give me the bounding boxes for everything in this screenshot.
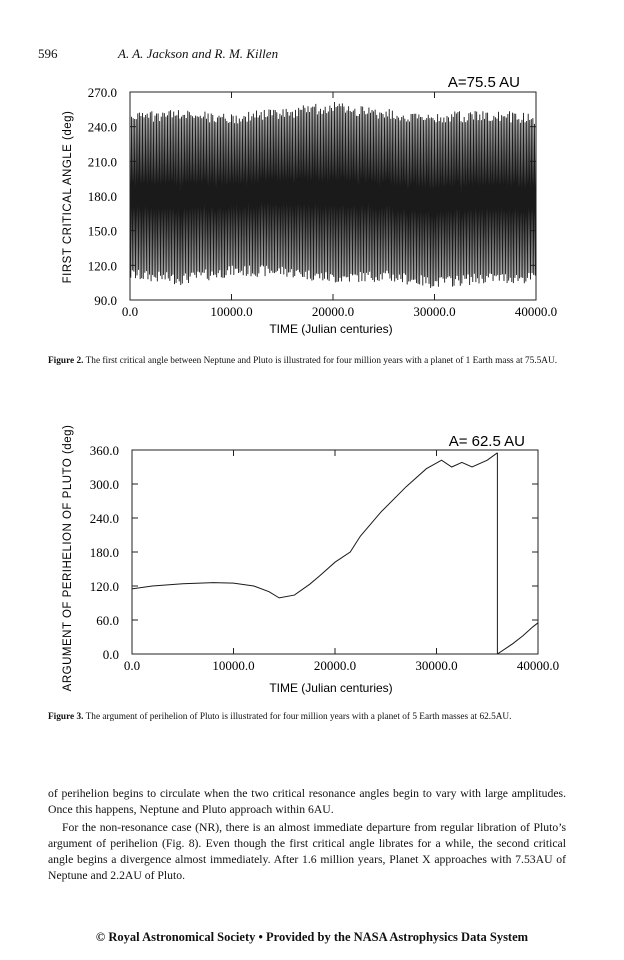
caption-label: Figure 2.	[48, 356, 84, 366]
x-tick-labels	[124, 658, 559, 673]
y-tick-label: 90.0	[94, 293, 117, 308]
y-tick-label: 270.0	[87, 85, 117, 100]
y-tick-labels	[90, 443, 119, 662]
x-tick-label: 20000.0	[313, 658, 357, 673]
x-tick-label: 30000.0	[413, 304, 456, 319]
y-tick-labels	[88, 85, 117, 308]
x-tick-label: 0.0	[121, 304, 139, 319]
y-tick-label: 300.0	[89, 477, 119, 492]
x-tick-labels	[122, 304, 557, 319]
plot-area	[132, 450, 538, 654]
y-tick-label: 210.0	[87, 154, 117, 170]
y-tick-label: 240.0	[87, 119, 117, 135]
chart-annotation: A= 62.5 AU	[448, 433, 525, 450]
x-tick-label: 20000.0	[311, 304, 355, 319]
y-axis-label: FIRST CRITICAL ANGLE (deg)	[62, 110, 74, 284]
y-tick-label: 120.0	[89, 579, 119, 594]
x-tick-label: 30000.0	[415, 658, 458, 673]
series-line	[497, 623, 538, 654]
y-tick-label: 180.0	[89, 545, 119, 560]
footer-credit: © Royal Astronomical Society • Provided by the NASA Astrophysics Data System	[95, 930, 529, 944]
chart-annotation: A=75.5 AU	[447, 74, 520, 91]
caption-label: Figure 3.	[48, 712, 84, 722]
x-axis-label: TIME (Julian centuries)	[269, 681, 393, 695]
series-line	[132, 453, 497, 598]
x-tick-label: 10000.0	[210, 304, 253, 319]
y-tick-label: 120.0	[87, 258, 117, 274]
plot-area	[130, 92, 536, 300]
y-tick-label: 360.0	[89, 443, 119, 458]
figure-2-caption	[48, 355, 568, 367]
x-tick-label: 10000.0	[212, 658, 255, 673]
y-tick-label: 240.0	[89, 511, 119, 526]
caption-text: The first critical angle between Neptune and Pluto is illustrated for four million years with a planet of 1 Earth mass at 75.5AU.	[85, 356, 558, 366]
body-paragraph-2: For the non-resonance case (NR), there is an almost immediate departure from regular libration of Pluto’s argument of perihelion (Fig. 8). Even though the first critical angle librates for a while, the second critical angle begins a divergence almost immediately. After 1.6 million years, Planet X approaches with 7.53AU of Neptune and 2.2AU of Pluto.	[48, 821, 566, 882]
series-line	[130, 102, 536, 288]
y-tick-label: 60.0	[96, 613, 119, 628]
y-tick-label: 0.0	[102, 647, 119, 662]
page-number: 596	[38, 46, 58, 61]
x-tick-label: 0.0	[123, 658, 141, 673]
y-tick-label: 150.0	[87, 223, 117, 239]
caption-text: The argument of perihelion of Pluto is illustrated for four million years with a planet of 5 Earth masses at 62.5AU.	[85, 712, 512, 722]
figure-3-caption	[48, 711, 568, 723]
x-tick-label: 40000.0	[516, 658, 560, 673]
running-authors: A. A. Jackson and R. M. Killen	[118, 46, 279, 61]
plot-frame	[132, 450, 538, 654]
y-tick-label: 180.0	[87, 189, 117, 204]
figure-2-chart	[0, 60, 624, 350]
body-paragraph-1: of perihelion begins to circulate when the two critical resonance angles begin to vary with large amplitudes. Once this happens, Neptune and Pluto approach within 6AU.	[48, 787, 566, 816]
y-axis-label: ARGUMENT OF PERIHELION OF PLUTO (deg)	[62, 424, 74, 692]
figure-3-chart	[0, 420, 624, 710]
x-tick-label: 40000.0	[514, 304, 558, 319]
x-axis-label: TIME (Julian centuries)	[269, 322, 393, 336]
